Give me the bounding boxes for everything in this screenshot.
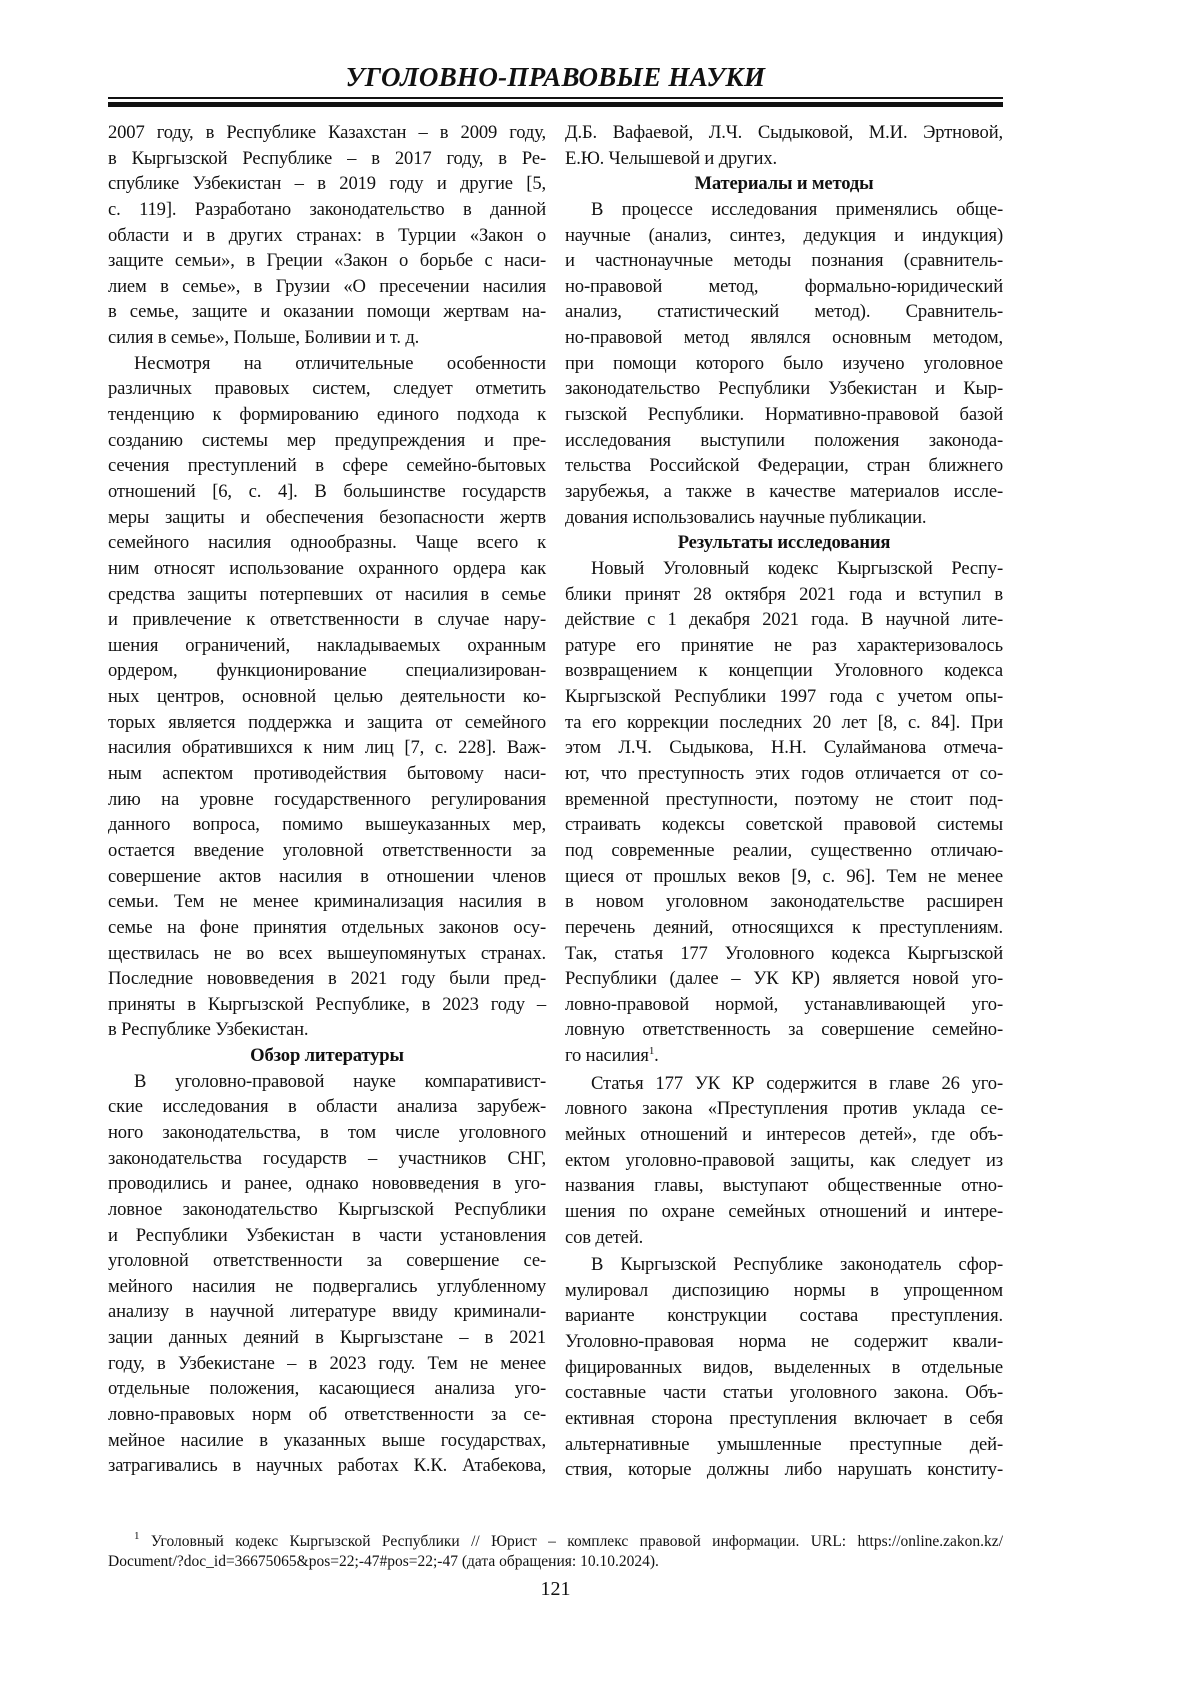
text-line [565, 1096, 1003, 1122]
text-line [108, 299, 546, 325]
line-text: и привлечение к ответственности в случае нару- [108, 609, 546, 631]
text-line [108, 223, 546, 249]
line-text: действие с 1 декабря 2021 года. В научной лите- [565, 609, 1003, 631]
line-text: Республики (далее – УК КР) является новой уго- [565, 968, 1003, 990]
line-text: ратуре его принятие не раз характеризовалось [565, 634, 1003, 656]
line-text: сечения преступлений в сфере семейно-бытовых [108, 455, 546, 477]
text-line [108, 1146, 546, 1172]
line-text: этом Л.Ч. Сыдыкова, Н.Н. Сулайманова отмеча- [565, 737, 1003, 759]
line-text: шения ограничений, накладываемых охранным [108, 634, 546, 656]
text-line [108, 530, 546, 556]
line-text: законодательство Республики Узбекистан и Кыр- [565, 378, 1003, 400]
line-text: В Кыргызской Республике законодатель сфор- [591, 1254, 1003, 1276]
text-line [565, 1173, 1003, 1199]
text-line [565, 838, 1003, 864]
text-line [108, 1197, 546, 1223]
line-text: ективная сторона преступления включает в себя [565, 1408, 1003, 1430]
text-line [108, 197, 546, 223]
text-line [108, 1428, 546, 1454]
text-line [108, 1171, 546, 1197]
line-text: гызской Республики. Нормативно-правовой базой [565, 404, 1003, 426]
line-text: средства защиты потерпевших от насилия в семье [108, 583, 546, 605]
text-line [108, 684, 546, 710]
line-text: Д.Б. Вафаевой, Л.Ч. Сыдыковой, М.И. Эртновой, [565, 122, 1003, 143]
text-line [565, 1303, 1003, 1329]
line-text: анализ, статистический метод). Сравнитель- [565, 301, 1003, 323]
footnote-line: Уголовный кодекс Кыргызской Республики // Юрист – комплекс правовой информации. URL: https://online.zakon.kz/ [150, 1533, 1003, 1550]
line-text: в Республике Узбекистан. [108, 1019, 309, 1041]
paragraph [565, 556, 1003, 1069]
line-text: созданию системы мер предупреждения и пре- [108, 429, 546, 451]
paragraph [108, 351, 546, 1043]
line-text: ордером, функционирование специализирован- [108, 660, 546, 682]
text-line [565, 1252, 1003, 1278]
line-text: анализу в научной литературе ввиду криминали- [108, 1301, 546, 1323]
line-text: законодательства государств – участников СНГ, [108, 1147, 546, 1169]
line-text: ловное законодательство Кыргызской Республики [108, 1198, 546, 1220]
page-number: 121 [540, 1578, 571, 1600]
line-text: тенденцию к формированию единого подхода к [108, 404, 546, 426]
footnote-line: Document/?doc_id=36675065&pos=22;-47#pos=22;-47 (дата обращения: 10.10.2024). [108, 1553, 659, 1570]
text-line [565, 1071, 1003, 1097]
line-text: го насилия [565, 1045, 649, 1067]
line-text: лием в семье», в Грузии «О пресечении насилия [108, 275, 546, 297]
line-text: но-правовой метод являлся основным методом, [565, 327, 1003, 349]
line-text: приняты в Кыргызской Республике, в 2023 году – [108, 993, 546, 1015]
text-line [108, 787, 546, 813]
text-line [108, 941, 546, 967]
line-text: возвращением к концепции Уголовного кодекса [565, 660, 1003, 682]
text-line [565, 684, 1003, 710]
text-line [108, 1248, 546, 1274]
text-line [108, 1299, 546, 1325]
text-line [565, 197, 1003, 223]
line-text: шения по охране семейных отношений и интере- [565, 1200, 1003, 1222]
text-line [565, 915, 1003, 941]
text-line [108, 735, 546, 761]
text-line [108, 274, 546, 300]
line-text: ного законодательства, в том числе уголовного [108, 1121, 546, 1143]
line-text: составные части статьи уголовного закона. Объ- [565, 1382, 1003, 1404]
header-thick-rule [108, 102, 1003, 107]
text-line [108, 992, 546, 1018]
line-text: ствия, которые должны либо нарушать конститу- [565, 1459, 1003, 1481]
paragraph [565, 1252, 1003, 1483]
text-line [108, 915, 546, 941]
text-line [108, 146, 546, 172]
text-line [108, 1120, 546, 1146]
line-text: В процессе исследования применялись обще- [591, 198, 1003, 220]
line-text: ловно-правовых норм об ответственности за се- [108, 1404, 546, 1426]
line-text: ловно-правовой нормой, устанавливающей уго- [565, 993, 1003, 1015]
line-text: Кыргызской Республики 1997 года с учетом опы- [565, 686, 1003, 708]
text-line [108, 966, 546, 992]
text-line [565, 1225, 1003, 1251]
line-text: в семье, защите и оказании помощи жертвам на- [108, 301, 546, 323]
line-text: фицированных видов, выделенных в отдельные [565, 1356, 1003, 1378]
text-line [565, 248, 1003, 274]
line-text: временной преступности, поэтому не стоит под- [565, 788, 1003, 810]
text-line [108, 1094, 546, 1120]
text-line [565, 428, 1003, 454]
line-text: тельства Российской Федерации, стран ближнего [565, 455, 1003, 477]
footnote-reference[interactable]: 1 [648, 1045, 655, 1058]
line-text: щиеся от прошлых веков [9, с. 96]. Тем не менее [565, 865, 1003, 887]
text-line [565, 505, 1003, 531]
line-text: ловную ответственность за совершение семейно- [565, 1019, 1003, 1041]
right-text-column [565, 120, 1003, 1483]
section-header-title: УГОЛОВНО-ПРАВОВЫЕ НАУКИ [345, 62, 766, 92]
text-line [108, 479, 546, 505]
line-text: ские исследования в области анализа зарубеж- [108, 1096, 546, 1118]
text-line [565, 556, 1003, 582]
line-text: мейного насилия не подвергались углубленному [108, 1275, 546, 1297]
line-text: мейное насилие в указанных выше государствах, [108, 1429, 546, 1451]
text-line [565, 402, 1003, 428]
text-line [565, 1278, 1003, 1304]
line-text: меры защиты и обеспечения безопасности жертв [108, 506, 546, 528]
line-text: насилия обратившихся к ним лиц [7, с. 228]. Важ- [108, 737, 546, 759]
text-line [108, 120, 546, 146]
paragraph [108, 1069, 546, 1479]
text-line [108, 1351, 546, 1377]
text-line [565, 351, 1003, 377]
line-text: уголовной ответственности за совершение се- [108, 1250, 546, 1272]
line-text: данного вопроса, помимо вышеуказанных мер, [108, 814, 546, 836]
line-text: защите семьи», в Греции «Закон о борьбе с наси- [108, 250, 546, 272]
text-line [565, 582, 1003, 608]
paragraph [565, 197, 1003, 530]
line-text: альтернативные умышленные преступные дей- [565, 1433, 1003, 1455]
line-text: ным аспектом противодействия бытовому наси- [108, 763, 546, 785]
line-text: мейных отношений и интересов детей», где объ- [565, 1123, 1003, 1145]
text-line [565, 992, 1003, 1018]
text-line [108, 1376, 546, 1402]
line-text: ектом уголовно-правовой защиты, как следует из [565, 1149, 1003, 1171]
line-text: под современные реалии, существенно отличаю- [565, 839, 1003, 861]
line-text: Статья 177 УК КР содержится в главе 26 уго- [591, 1072, 1003, 1094]
text-line [108, 376, 546, 402]
text-line [565, 607, 1003, 633]
line-text: ют, что преступность этих годов отличается от со- [565, 763, 1003, 785]
text-line [565, 1355, 1003, 1381]
line-text: ных центров, основной целью деятельности ко- [108, 686, 546, 708]
text-line [108, 607, 546, 633]
line-text: и Республики Узбекистан в части установления [108, 1224, 546, 1246]
line-text: Последние нововведения в 2021 году были пред- [108, 968, 546, 990]
line-text: блики принят 28 октября 2021 года и вступил в [565, 583, 1003, 605]
text-line [108, 1069, 546, 1095]
paragraph [565, 1071, 1003, 1250]
text-line [565, 1457, 1003, 1483]
line-text: с. 119]. Разработано законодательство в данной [108, 198, 546, 220]
text-line [108, 710, 546, 736]
header-thin-rule [108, 97, 1003, 99]
left-text-column [108, 120, 546, 1479]
text-line [108, 248, 546, 274]
text-line [565, 325, 1003, 351]
paragraph [565, 120, 1003, 171]
text-line [565, 941, 1003, 967]
line-text: В уголовно-правовой науке компаративист- [134, 1070, 546, 1092]
text-line [565, 223, 1003, 249]
text-line [108, 633, 546, 659]
text-line [565, 146, 1003, 172]
footnote [108, 1532, 1003, 1572]
line-text: сов детей. [565, 1226, 644, 1248]
text-line [565, 966, 1003, 992]
line-text: мулировал диспозицию нормы в упрощенном [565, 1279, 1003, 1301]
text-line [565, 1329, 1003, 1355]
text-line [565, 1199, 1003, 1225]
line-text: названия главы, выступают общественные отно- [565, 1175, 1003, 1197]
text-line [108, 812, 546, 838]
text-line [565, 658, 1003, 684]
text-line [108, 761, 546, 787]
line-text: страивать кодексы советской правовой системы [565, 814, 1003, 836]
line-text: при помощи которого было изучено уголовное [565, 352, 1003, 374]
line-text: научные (анализ, синтез, дедукция и индукция) [565, 224, 1003, 246]
line-tail: . [654, 1045, 659, 1067]
line-text: Так, статья 177 Уголовного кодекса Кыргызской [565, 942, 1003, 964]
text-line [108, 1017, 546, 1043]
text-line [565, 761, 1003, 787]
text-line [108, 1453, 546, 1479]
line-text: ловного закона «Преступления против уклада се- [565, 1098, 1003, 1120]
line-text: Е.Ю. Челышевой и других. [565, 147, 777, 169]
line-text: силия в семье», Польше, Боливии и т. д. [108, 327, 420, 349]
line-text: остается введение уголовной ответственности за [108, 839, 546, 861]
text-line [565, 1406, 1003, 1432]
line-text: торых является поддержка и защита от семейного [108, 711, 546, 733]
line-text: дования использовались научные публикации. [565, 506, 927, 528]
line-text: затрагивались в научных работах К.К. Атабекова, [108, 1455, 546, 1477]
text-line [565, 1380, 1003, 1406]
text-line [565, 864, 1003, 890]
text-line [565, 710, 1003, 736]
line-text: зарубежья, а также в качестве материалов иссле- [565, 480, 1003, 502]
line-text: Новый Уголовный кодекс Кыргызской Респу- [591, 557, 1003, 579]
line-text: та его коррекции последних 20 лет [8, с. 84]. При [565, 711, 1003, 733]
line-text: различных правовых систем, следует отметить [108, 378, 546, 400]
text-line [565, 812, 1003, 838]
section-heading: Результаты исследования [677, 532, 891, 554]
text-line [108, 505, 546, 531]
text-line [108, 402, 546, 428]
paragraph [108, 120, 546, 351]
line-text: зации данных деяний в Кыргызстане – в 2021 [108, 1327, 546, 1349]
text-line [108, 171, 546, 197]
text-line [565, 120, 1003, 146]
line-text: семьи. Тем не менее криминализация насилия в [108, 891, 546, 913]
line-text: 2007 году, в Республике Казахстан – в 2009 году, [108, 122, 546, 143]
text-line [565, 735, 1003, 761]
line-text: исследования выступили положения законода- [565, 429, 1003, 451]
text-line [565, 299, 1003, 325]
text-line [108, 325, 546, 351]
line-text: но-правовой метод, формально-юридический [565, 275, 1003, 297]
section-heading: Материалы и методы [694, 173, 874, 195]
text-line [108, 864, 546, 890]
text-line [565, 1043, 1003, 1069]
section-heading: Обзор литературы [250, 1045, 404, 1067]
line-text: году, в Узбекистане – в 2023 году. Тем не менее [108, 1352, 546, 1374]
line-text: перечень деяний, относящихся к преступлениям. [565, 916, 1003, 938]
line-text: ним относят использование охранного ордера как [108, 557, 546, 579]
line-text: спублике Узбекистан – в 2019 году и другие [5, [108, 173, 546, 195]
text-line [108, 1402, 546, 1428]
text-line [108, 556, 546, 582]
text-line [565, 376, 1003, 402]
text-line [565, 453, 1003, 479]
line-text: в Кыргызской Республике – в 2017 году, в Ре- [108, 147, 546, 169]
line-text: отдельные положения, касающиеся анализа уго- [108, 1378, 546, 1400]
text-line [108, 351, 546, 377]
line-text: совершение актов насилия в отношении членов [108, 865, 546, 887]
text-line [108, 1325, 546, 1351]
text-line [565, 1432, 1003, 1458]
text-line [565, 1122, 1003, 1148]
text-line [565, 274, 1003, 300]
text-line [108, 1274, 546, 1300]
text-line [108, 1223, 546, 1249]
text-line [565, 633, 1003, 659]
line-text: варианте конструкции состава преступления. [565, 1305, 1003, 1327]
text-line [108, 889, 546, 915]
line-text: отношений [6, с. 4]. В большинстве государств [108, 480, 546, 502]
line-text: и частнонаучные методы познания (сравнитель- [565, 250, 1003, 272]
line-text: лию на уровне государственного регулирования [108, 788, 546, 810]
footnote-mark: 1 [134, 1530, 140, 1542]
line-text: семье на фоне принятия отдельных законов осу- [108, 916, 546, 938]
text-line [108, 428, 546, 454]
text-line [565, 889, 1003, 915]
text-line [565, 787, 1003, 813]
line-text: Уголовно-правовая норма не содержит квали- [565, 1331, 1003, 1353]
text-line [565, 479, 1003, 505]
line-text: ществилась не во всех вышеупомянутых странах. [108, 942, 546, 964]
text-line [108, 582, 546, 608]
text-line [108, 658, 546, 684]
text-line [108, 838, 546, 864]
text-line [565, 1148, 1003, 1174]
line-text: Несмотря на отличительные особенности [134, 352, 546, 374]
text-line [565, 1017, 1003, 1043]
line-text: области и в других странах: в Турции «Закон о [108, 224, 546, 246]
line-text: проводились и ранее, однако нововведения в уго- [108, 1173, 546, 1195]
line-text: семейного насилия однообразны. Чаще всего к [108, 532, 546, 554]
line-text: в новом уголовном законодательстве расширен [565, 891, 1003, 913]
text-line [108, 453, 546, 479]
